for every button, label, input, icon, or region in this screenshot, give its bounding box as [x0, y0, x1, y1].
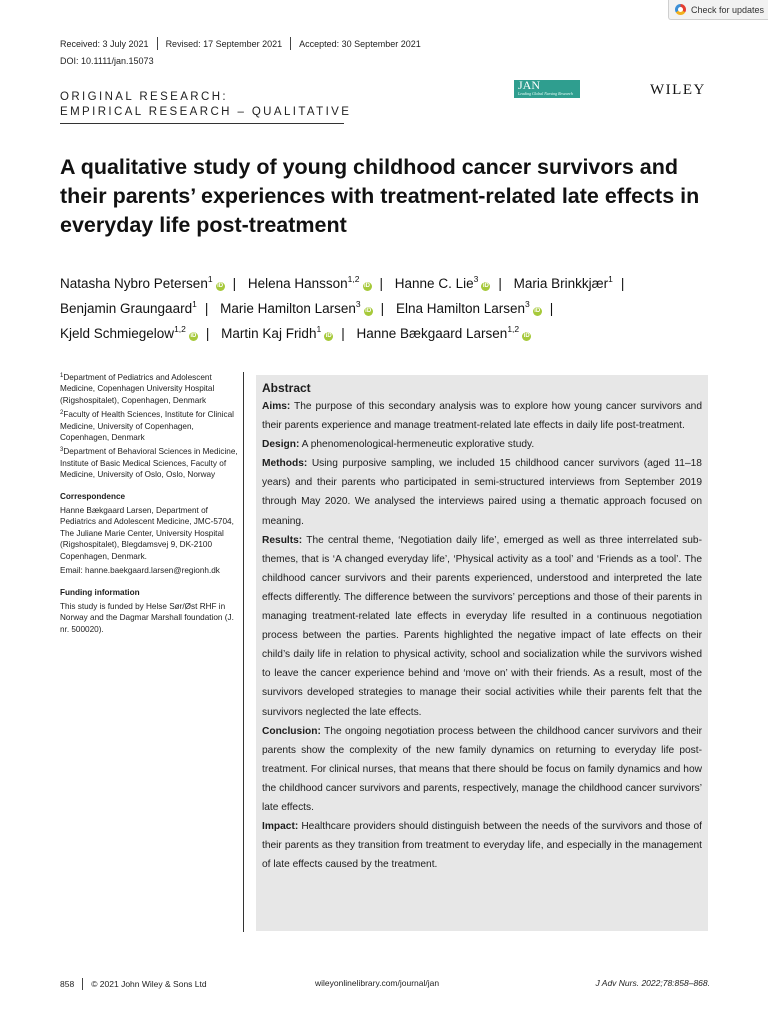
- abstract-methods: Methods: Using purposive sampling, we included 15 childhood cancer survivors (aged 11–18 years) and their parents who participated in semi-structured interviews from September 2019 through May 2020. We analysed the interviews paired using a thematic approach focused on meaning.: [262, 458, 702, 527]
- affiliation: $^3$Department of Behavioral Sciences in Medicine, Institute of Basic Medical Sciences, Faculty of Medicine, University of Oslo, Oslo, Norway: [60, 447, 238, 480]
- correspondence-email[interactable]: Email: hanne.baekgaard.larsen@regionh.dk: [60, 566, 220, 576]
- journal-logo-subtitle: Leading Global Nursing Research: [518, 91, 573, 96]
- author[interactable]: Benjamin Graungaard$^1$: [60, 299, 197, 316]
- orcid-icon[interactable]: iD: [523, 333, 530, 339]
- orcid-icon[interactable]: iD: [325, 333, 332, 339]
- divider: [82, 978, 83, 990]
- orcid-icon[interactable]: iD: [364, 283, 370, 289]
- page-number: 858: [60, 979, 75, 989]
- abstract-results: Results: The central theme, ‘Negotiation daily life’, emerged as well as three interrelated sub-themes, that is ‘A changed everyday life’, ‘Physical activity as a tool’ and ‘Friends as a tool’. The childhood cancer survivors and their parents experienced, understood and interpreted the late effects differently. The difference between the survivors’ perceptions and those of their parents in managing treatment-related late effects in everyday life resulted in a continuous negotiation process between the parties. Parents highlighted the negative impact of late effects on their child’s daily life in relation to physical activity, school and socialization while the survivors wished to leave the cancer experience behind and ‘move on’ with their friends. As a result, most of the survivors developed strategies to manage their social activities while their parents felt that the survivors neglected the late effects.: [262, 534, 702, 718]
- copyright: © 2021 John Wiley & Sons Ltd: [91, 979, 207, 989]
- author[interactable]: Marie Hamilton Larsen$^3$iD: [220, 299, 372, 316]
- publisher-logo: WILEY: [650, 82, 706, 98]
- author-list: Natasha Nybro Petersen$^1$iD | Helena Hansson$^{1,2}$iD | Hanne C. Lie$^3$iD | Maria Brinkkjær$^1$ | Benjamin Graungaard$^1$ | Marie Hamilton Larsen$^3$iD | Elna Hamilton Larsen$^3$iD | Kjeld Schmiegelow$^{1,2}$iD | Martin Kaj Fridh$^1$iD | Hanne Bækgaard Larsen$^{1,2}$iD: [60, 274, 625, 341]
- journal-url[interactable]: wileyonlinelibrary.com/journal/jan: [315, 978, 440, 988]
- check-for-updates-button[interactable]: [668, 0, 768, 20]
- divider: [290, 37, 291, 50]
- author[interactable]: Elna Hamilton Larsen$^3$iD: [395, 299, 541, 316]
- article-section: [60, 90, 351, 120]
- journal-logo: [514, 80, 580, 98]
- abstract-box: [256, 375, 708, 931]
- abstract-impact: Impact: Healthcare providers should distinguish between the needs of the survivors and those of their parents as they transition from treatment to everyday life, and especially in the management of late effects caused by the treatment.: [262, 821, 702, 871]
- abstract-design: Design: A phenomenological-hermeneutic explorative study.: [262, 439, 535, 451]
- section-line-2: EMPIRICAL RESEARCH – QUALITATIVE: [60, 106, 352, 118]
- affiliation: $^1$Department of Pediatrics and Adolescent Medicine, Copenhagen University Hospital (Rigshospitalet), Copenhagen, Denmark: [60, 373, 215, 405]
- funding-text: This study is funded by Helse Sør/Øst RHF in Norway and the Dagmar Marshall foundation (J. nr. 500020).: [60, 601, 234, 634]
- author[interactable]: Kjeld Schmiegelow$^{1,2}$iD: [60, 324, 197, 341]
- section-divider: [60, 123, 344, 124]
- orcid-icon[interactable]: iD: [534, 308, 541, 314]
- journal-logo-text: JAN: [518, 78, 541, 92]
- funding-heading: Funding information: [60, 587, 140, 597]
- author[interactable]: Hanne C. Lie$^3$iD: [394, 274, 489, 291]
- article-info-column: [60, 372, 238, 638]
- author[interactable]: Natasha Nybro Petersen$^1$iD: [60, 274, 224, 291]
- affiliation: $^2$Faculty of Health Sciences, Institute for Clinical Medicine, University of Copenhagen, Copenhagen, Denmark: [60, 410, 234, 443]
- update-check-icon: [675, 4, 686, 15]
- received-date: Received: 3 July 2021: [60, 38, 149, 49]
- revised-date: Revised: 17 September 2021: [165, 38, 283, 49]
- citation: J Adv Nurs. 2022;78:858–868.: [595, 978, 710, 988]
- abstract-conclusion: Conclusion: The ongoing negotiation process between the childhood cancer survivors and their parents show the complexity of the new family dynamics on returning to everyday life post-treatment. For clinical nurses, that means that there should be focus on family dynamics and how the childhood cancer survivors and parents, respectively, manage the childhood cancer survivors’ late effects.: [262, 725, 702, 813]
- abstract-heading: Abstract: [262, 381, 311, 395]
- orcid-icon[interactable]: iD: [365, 308, 372, 314]
- check-for-updates-label: Check for updates: [691, 4, 765, 15]
- orcid-icon[interactable]: iD: [217, 283, 224, 289]
- orcid-icon[interactable]: iD: [482, 283, 489, 289]
- author[interactable]: Hanne Bækgaard Larsen$^{1,2}$iD: [356, 324, 530, 341]
- doi[interactable]: DOI: 10.1111/jan.15073: [60, 56, 154, 66]
- article-dates: [60, 37, 421, 50]
- abstract-aims: Aims: The purpose of this secondary analysis was to explore how young cancer survivors and their parents experience and manage treatment-related late effects in daily life post-treatment.: [262, 401, 702, 432]
- correspondence-heading: Correspondence: [60, 491, 126, 501]
- author[interactable]: Maria Brinkkjær$^1$: [513, 274, 613, 291]
- correspondence-text: Hanne Bækgaard Larsen, Department of Pediatrics and Adolescent Medicine, JMC-5704, The Juliane Marie Center, University Hospital (Rigshospitalet), Blegdamsvej 9, DK-2100 Copenhagen, Denmark.: [60, 506, 234, 561]
- section-line-1: ORIGINAL RESEARCH:: [60, 91, 229, 103]
- column-divider: [243, 372, 244, 932]
- divider: [157, 37, 158, 50]
- article-title: A qualitative study of young childhood cancer survivors and their parents’ experiences with treatment-related late effects in everyday life post-treatment: [60, 155, 700, 237]
- accepted-date: Accepted: 30 September 2021: [299, 38, 421, 49]
- orcid-icon[interactable]: iD: [190, 333, 197, 339]
- author[interactable]: Helena Hansson$^{1,2}$iD: [247, 274, 370, 291]
- author[interactable]: Martin Kaj Fridh$^1$iD: [221, 324, 332, 341]
